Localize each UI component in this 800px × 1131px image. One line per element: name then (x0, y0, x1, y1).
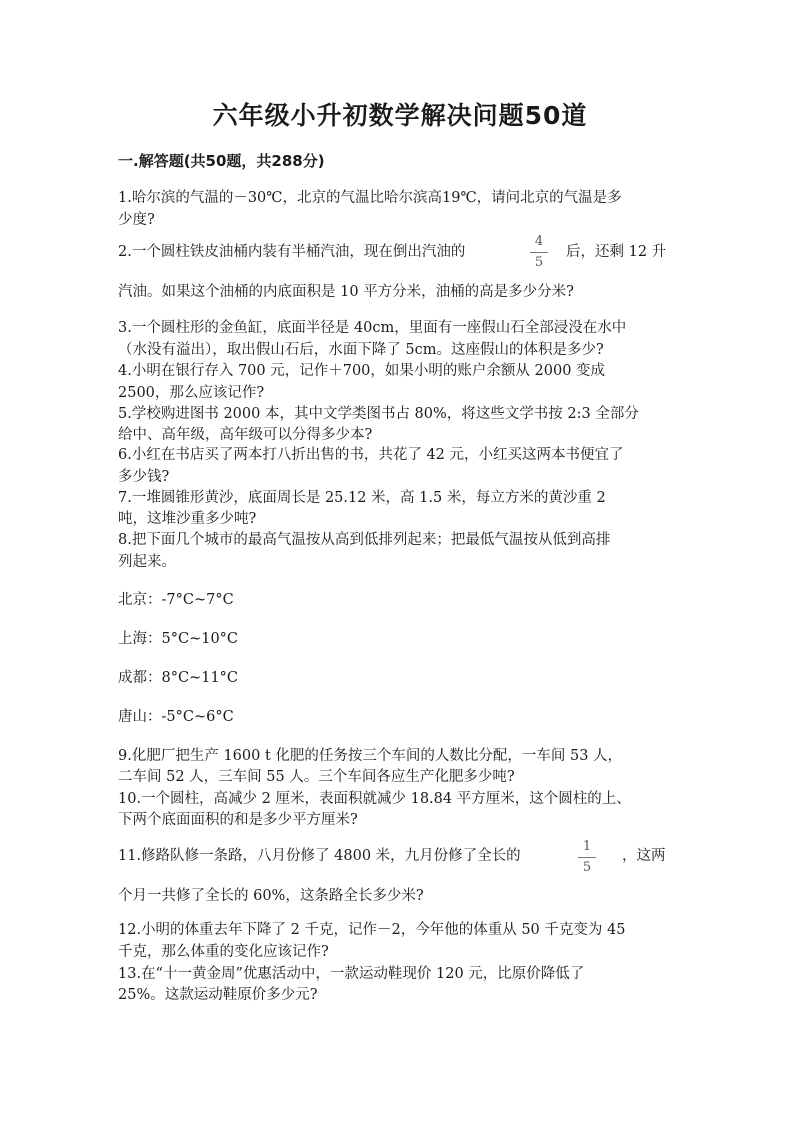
q1-line-2: 少度? (118, 212, 155, 228)
q11-fraction (578, 839, 596, 876)
q10-line-2: 下两个底面面积的和是多少平方厘米? (118, 812, 358, 828)
q9-line-2: 二车间 52 人，三车间 55 人。三个车间各应生产化肥多少吨? (118, 769, 515, 785)
q2-fraction (530, 234, 548, 271)
q8-line-1: 8.把下面几个城市的最高气温按从高到低排列起来；把最低气温按从低到高排 (118, 532, 611, 548)
q8-line-2: 列起来。 (118, 554, 176, 570)
q13-line-2: 25%。这款运动鞋原价多少元? (118, 987, 318, 1003)
q12-line-1: 12.小明的体重去年下降了 2 千克，记作－2，今年他的体重从 50 千克变为 45 (118, 922, 626, 938)
city-beijing: 北京：-7°C~7°C (118, 592, 234, 608)
section-heading: 一.解答题(共50题，共288分) (118, 152, 325, 170)
q2-frac-den: 5 (534, 255, 544, 270)
city-shanghai: 上海：5°C~10°C (118, 631, 239, 647)
q11-line-1a: 11.修路队修一条路，八月份修了 4800 米，九月份修了全长的 (118, 848, 521, 864)
page-title: 六年级小升初数学解决问题50道 (212, 101, 588, 130)
q1-line-1: 1.哈尔滨的气温的－30℃，北京的气温比哈尔滨高19℃，请问北京的气温是多 (118, 190, 622, 206)
fraction-bar (578, 857, 596, 858)
q2-line-1b: 后，还剩 12 升 (566, 244, 667, 260)
q12-line-2: 千克，那么体重的变化应该记作? (118, 944, 329, 960)
q11-frac-den: 5 (582, 860, 592, 875)
q2-line-1a: 2.一个圆柱铁皮油桶内装有半桶汽油，现在倒出汽油的 (118, 244, 466, 260)
q5-line-1: 5.学校购进图书 2000 本，其中文学类图书占 80%，将这些文学书按 2:3 全部分 (118, 406, 639, 422)
city-chengdu: 成都：8°C~11°C (118, 670, 239, 686)
q7-line-2: 吨，这堆沙重多少吨? (118, 511, 257, 527)
q11-line-1b: ，这两 (622, 848, 666, 864)
city-tangshan: 唐山：-5°C~6°C (118, 709, 234, 725)
q11-frac-num: 1 (582, 839, 592, 854)
q11-line-2: 个月一共修了全长的 60%，这条路全长多少米? (118, 888, 424, 904)
q6-line-1: 6.小红在书店买了两本打八折出售的书，共花了 42 元，小红买这两本书便宜了 (118, 447, 624, 463)
q7-line-1: 7.一堆圆锥形黄沙，底面周长是 25.12 米，高 1.5 米，每立方米的黄沙重 2 (118, 490, 606, 506)
q4-line-2: 2500，那么应该记作? (118, 385, 265, 401)
q2-frac-num: 4 (534, 234, 544, 249)
q3-line-2: （水没有溢出），取出假山石后，水面下降了 5cm。这座假山的体积是多少? (118, 342, 604, 358)
fraction-bar (530, 252, 548, 253)
q3-line-1: 3.一个圆柱形的金鱼缸，底面半径是 40cm，里面有一座假山石全部浸没在水中 (118, 320, 627, 336)
q5-line-2: 给中、高年级，高年级可以分得多少本? (118, 427, 373, 443)
q13-line-1: 13.在“十一黄金周”优惠活动中，一款运动鞋现价 120 元，比原价降低了 (118, 966, 585, 982)
q9-line-1: 9.化肥厂把生产 1600 t 化肥的任务按三个车间的人数比分配，一车间 53 人， (118, 748, 623, 764)
q6-line-2: 多少钱? (118, 469, 170, 485)
q10-line-1: 10.一个圆柱，高减少 2 厘米，表面积就减少 18.84 平方厘米，这个圆柱的上、 (118, 791, 631, 807)
q4-line-1: 4.小明在银行存入 700 元，记作＋700，如果小明的账户余额从 2000 变成 (118, 363, 606, 379)
q2-line-2: 汽油。如果这个油桶的内底面积是 10 平方分米，油桶的高是多少分米? (118, 284, 574, 300)
